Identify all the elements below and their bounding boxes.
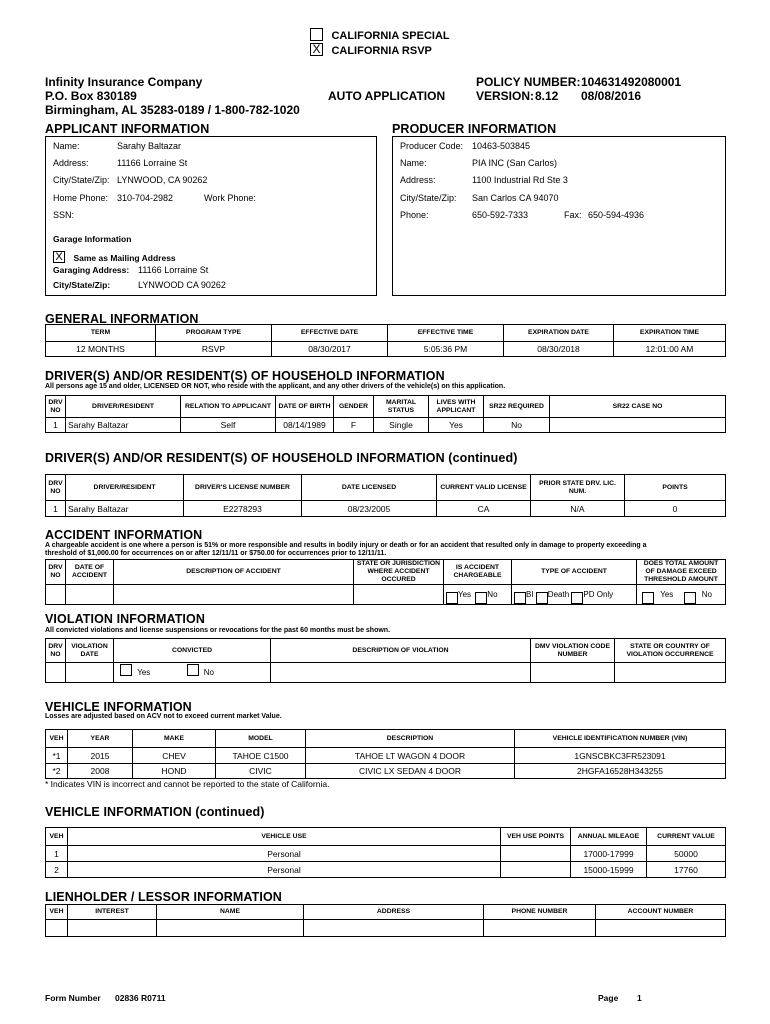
driver-sr22-case [550,418,726,433]
vehicle-1-make: CHEV [133,748,216,764]
accident-death-label: Death [547,589,570,599]
garaging-address-label: Garaging Address: [53,265,130,275]
vehicle-2-year: 2008 [68,764,133,779]
lienholder-interest [68,920,157,937]
form-number-label: Form Number [45,993,101,1003]
lienholder-header-phone: PHONE NUMBER [484,905,596,920]
driver-name: Sarahy Baltazar [66,418,181,433]
driver-lives: Yes [429,418,484,433]
version-value: 8.12 [535,89,559,103]
garage-heading: Garage Information [53,234,132,244]
producer-phone: 650-592-7333 [472,210,529,220]
producer-address: 1100 Industrial Rd Ste 3 [472,175,568,185]
vehicle-1-model: TAHOE C1500 [216,748,306,764]
company-address1: P.O. Box 830189 [45,89,137,103]
vehicle-cont-2-mileage: 15000-15999 [571,862,647,878]
driver-date-licensed: 08/23/2005 [302,501,437,517]
accident-state [354,585,444,605]
violation-dmv [531,663,615,683]
drivers-cont-header-valid: CURRENT VALID LICENSE [437,475,531,501]
violation-header-drv: DRV NO [46,639,66,663]
drivers-cont-table [45,474,726,517]
vehicle-2-desc: CIVIC LX SEDAN 4 DOOR [306,764,515,779]
table-row [46,663,726,683]
general-term: 12 MONTHS [46,342,156,357]
vehicle-cont-header-points: VEH USE POINTS [501,828,571,846]
violation-convicted-cell [114,663,271,683]
lienholder-header-name: NAME [157,905,304,920]
table-row [46,920,726,937]
violation-convicted-yes-checkbox[interactable] [120,664,132,676]
violation-drv [46,663,66,683]
vehicle-header-vin: VEHICLE IDENTIFICATION NUMBER (VIN) [515,730,726,748]
general-eff-time: 5:05:36 PM [388,342,504,357]
garage-csz-label: City/State/Zip: [53,280,111,290]
general-header-exp-date: EXPIRATION DATE [504,325,614,342]
lienholder-header-veh: VEH [46,905,68,920]
vehicle-cont-1-points [501,846,571,862]
general-heading: GENERAL INFORMATION [45,312,199,326]
violation-header-convicted: CONVICTED [114,639,271,663]
accident-threshold-no-label: No [701,589,712,599]
accident-chargeable-cell [444,585,512,605]
drivers-header-dob: DATE OF BIRTH [276,396,334,418]
producer-fax-label: Fax: [564,210,582,220]
applicant-csz-label: City/State/Zip: [53,175,110,185]
accident-threshold-yes-label: Yes [660,589,674,599]
home-phone-label: Home Phone: [53,193,109,203]
applicant-csz: LYNWOOD, CA 90262 [117,175,208,185]
vehicle-1-vin: 1GNSCBKC3FR523091 [515,748,726,764]
applicant-heading: APPLICANT INFORMATION [45,122,210,136]
drivers-table [45,395,726,433]
producer-phone-label: Phone: [400,210,429,220]
violation-header-date: VIOLATION DATE [66,639,114,663]
violation-note: All convicted violations and license suspensions or revocations for the past 60 months must be shown. [45,627,391,634]
table-row [46,418,726,433]
lienholder-table [45,904,726,937]
accident-header-chargeable: IS ACCIDENT CHARGEABLE [444,560,512,585]
accident-desc [114,585,354,605]
accident-header-drv: DRV NO [46,560,66,585]
garaging-address: 11166 Lorraine St [138,265,209,275]
vehicle-1-desc: TAHOE LT WAGON 4 DOOR [306,748,515,764]
driver-sr22: No [484,418,550,433]
drivers-header-sr22-case: SR22 CASE NO [550,396,726,418]
general-header-program: PROGRAM TYPE [156,325,272,342]
driver-dob: 08/14/1989 [276,418,334,433]
violation-desc [271,663,531,683]
same-as-mailing-option[interactable] [53,248,176,266]
vehicle-cont-table [45,827,726,878]
accident-header-threshold: DOES TOTAL AMOUNT OF DAMAGE EXCEED THRESHOLD AMOUNT [637,560,726,585]
vehicle-2-vin: 2HGFA16528H343255 [515,764,726,779]
accident-date [66,585,114,605]
company-address2: Birmingham, AL 35283-0189 / 1-800-782-1020 [45,103,300,117]
drivers-cont-header-drv: DRV NO [46,475,66,501]
lienholder-phone [484,920,596,937]
vehicle-cont-2-points [501,862,571,878]
vehicle-note: Losses are adjusted based on ACV not to exceed current market Value. [45,713,282,720]
same-as-mailing-checkbox[interactable]: X [53,251,65,263]
vehicle-1-veh: *1 [46,748,68,764]
producer-box [392,136,726,296]
lienholder-header-address: ADDRESS [304,905,484,920]
applicant-name-label: Name: [53,141,80,151]
driver-prior-license: N/A [531,501,625,517]
producer-fax: 650-594-4936 [588,210,645,220]
drivers-header-gender: GENDER [334,396,374,418]
general-program: RSVP [156,342,272,357]
vehicle-header-veh: VEH [46,730,68,748]
general-header-eff-time: EFFECTIVE TIME [388,325,504,342]
accident-chargeable-no-label: No [487,589,498,599]
vehicle-cont-header-mileage: ANNUAL MILEAGE [571,828,647,846]
table-row [46,342,726,357]
accident-threshold-cell [637,585,726,605]
table-row [46,862,726,878]
accident-chargeable-yes-checkbox[interactable] [446,592,458,604]
lienholder-header-interest: INTEREST [68,905,157,920]
violation-convicted-no-checkbox[interactable] [187,664,199,676]
policy-number-label: POLICY NUMBER: [476,75,581,89]
vehicle-cont-2-use: Personal [68,862,501,878]
applicant-name: Sarahy Baltazar [117,141,182,151]
drivers-cont-header-prior: PRIOR STATE DRV. LIC. NUM. [531,475,625,501]
accident-note-1: A chargeable accident is one where a person is 51% or more responsible and results in bodily injury or death or for an accident that resulted only in damage to property exceeding a [45,542,647,549]
vehicle-2-veh: *2 [46,764,68,779]
vehicle-heading: VEHICLE INFORMATION [45,700,192,714]
vehicle-2-model: CIVIC [216,764,306,779]
drivers-header-marital: MARITAL STATUS [374,396,429,418]
general-header-term: TERM [46,325,156,342]
drivers-header-drv: DRV NO [46,396,66,418]
accident-header-date: DATE OF ACCIDENT [66,560,114,585]
drivers-cont-heading: DRIVER(S) AND/OR RESIDENT(S) OF HOUSEHOLD INFORMATION (continued) [45,451,518,465]
applicant-address: 11166 Lorraine St [117,158,188,168]
driver-no: 1 [46,418,66,433]
table-row [46,748,726,764]
accident-bi-label: BI [526,589,534,599]
drivers-cont-header-points: POINTS [625,475,726,501]
accident-bi-checkbox[interactable] [514,592,526,604]
company-name: Infinity Insurance Company [45,75,203,89]
table-row [46,764,726,779]
california-rsvp-label: CALIFORNIA RSVP [331,45,432,57]
producer-name-label: Name: [400,158,427,168]
accident-table [45,559,726,605]
accident-chargeable-no-checkbox[interactable] [475,592,487,604]
vehicle-cont-header-veh: VEH [46,828,68,846]
violation-convicted-no-label: No [203,668,214,677]
producer-name: PIA INC (San Carlos) [472,158,558,168]
accident-threshold-yes-checkbox[interactable] [642,592,654,604]
driver-valid-license: CA [437,501,531,517]
driver-points: 0 [625,501,726,517]
lienholder-name [157,920,304,937]
application-title: AUTO APPLICATION [328,89,446,103]
vehicle-cont-heading: VEHICLE INFORMATION (continued) [45,805,265,819]
driver-license: E2278293 [184,501,302,517]
vehicle-cont-1-veh: 1 [46,846,68,862]
accident-heading: ACCIDENT INFORMATION [45,528,203,542]
violation-header-state: STATE OR COUNTRY OF VIOLATION OCCURRENCE [615,639,726,663]
violation-date [66,663,114,683]
lienholder-heading: LIENHOLDER / LESSOR INFORMATION [45,890,282,904]
table-row [46,585,726,605]
vehicle-footnote: * Indicates VIN is incorrect and cannot be reported to the state of California. [45,779,330,789]
vehicle-header-year: YEAR [68,730,133,748]
general-exp-date: 08/30/2018 [504,342,614,357]
vehicle-table [45,729,726,779]
policy-date: 08/08/2016 [581,89,642,103]
table-row [46,501,726,517]
page-number: 1 [637,993,642,1003]
version-label: VERSION: [476,89,535,103]
driver-cont-no: 1 [46,501,66,517]
violation-convicted-yes-label: Yes [137,668,151,677]
work-phone-label: Work Phone: [204,193,256,203]
drivers-cont-header-license: DRIVER'S LICENSE NUMBER [184,475,302,501]
garage-csz: LYNWOOD CA 90262 [138,280,226,290]
lienholder-account [596,920,726,937]
drivers-header-lives: LIVES WITH APPLICANT [429,396,484,418]
california-rsvp-option[interactable] [310,41,432,59]
accident-header-type: TYPE OF ACCIDENT [512,560,637,585]
accident-chargeable-yes-label: Yes [458,589,472,599]
drivers-cont-header-date: DATE LICENSED [302,475,437,501]
accident-threshold-no-checkbox[interactable] [684,592,696,604]
violation-header-dmv: DMV VIOLATION CODE NUMBER [531,639,615,663]
general-eff-date: 08/30/2017 [272,342,388,357]
vehicle-header-desc: DESCRIPTION [306,730,515,748]
vehicle-cont-1-mileage: 17000-17999 [571,846,647,862]
drivers-cont-header-name: DRIVER/RESIDENT [66,475,184,501]
drivers-heading: DRIVER(S) AND/OR RESIDENT(S) OF HOUSEHOLD INFORMATION [45,369,445,383]
accident-header-desc: DESCRIPTION OF ACCIDENT [114,560,354,585]
policy-number: 104631492080001 [581,75,682,89]
producer-csz: San Carlos CA 94070 [472,193,559,203]
drivers-header-sr22: SR22 REQUIRED [484,396,550,418]
vehicle-cont-1-use: Personal [68,846,501,862]
producer-code-label: Producer Code: [400,141,464,151]
lienholder-address [304,920,484,937]
drivers-header-name: DRIVER/RESIDENT [66,396,181,418]
same-as-mailing-label: Same as Mailing Address [73,253,176,263]
accident-type-cell [512,585,637,605]
vehicle-cont-1-value: 50000 [647,846,726,862]
driver-marital: Single [374,418,429,433]
accident-pd-only-checkbox[interactable] [571,592,583,604]
vehicle-header-model: MODEL [216,730,306,748]
accident-pd-only-label: PD Only [583,589,614,599]
driver-gender: F [334,418,374,433]
violation-state [615,663,726,683]
california-special-label: CALIFORNIA SPECIAL [331,30,450,42]
general-table [45,324,726,357]
producer-address-label: Address: [400,175,436,185]
california-special-checkbox[interactable] [310,28,323,41]
accident-death-checkbox[interactable] [536,592,548,604]
table-row [46,846,726,862]
vehicle-2-make: HOND [133,764,216,779]
drivers-header-relation: RELATION TO APPLICANT [181,396,276,418]
violation-table [45,638,726,683]
vehicle-cont-header-use: VEHICLE USE [68,828,501,846]
page-label: Page [598,993,619,1003]
accident-header-state: STATE OR JURISDICTION WHERE ACCIDENT OCCURED [354,560,444,585]
general-exp-time: 12:01:00 AM [614,342,726,357]
general-header-eff-date: EFFECTIVE DATE [272,325,388,342]
form-number: 02836 R0711 [115,993,166,1003]
violation-heading: VIOLATION INFORMATION [45,612,205,626]
vehicle-cont-2-value: 17760 [647,862,726,878]
lienholder-veh [46,920,68,937]
vehicle-cont-header-value: CURRENT VALUE [647,828,726,846]
violation-header-desc: DESCRIPTION OF VIOLATION [271,639,531,663]
ssn-label: SSN: [53,210,75,220]
accident-note-2: threshold of $1,000.00 for occurrences on or after 12/11/11 or $750.00 for occurrences prior to 12/11/11. [45,550,387,557]
drivers-note: All persons age 15 and older, LICENSED OR NOT, who reside with the applicant, and any other drivers of the vehicle(s) on this application. [45,383,506,390]
lienholder-header-account: ACCOUNT NUMBER [596,905,726,920]
vehicle-header-make: MAKE [133,730,216,748]
california-rsvp-checkbox[interactable]: X [310,43,323,56]
vehicle-1-year: 2015 [68,748,133,764]
driver-relation: Self [181,418,276,433]
producer-heading: PRODUCER INFORMATION [392,122,557,136]
driver-cont-name: Sarahy Baltazar [66,501,184,517]
home-phone: 310-704-2982 [117,193,174,203]
producer-csz-label: City/State/Zip: [400,193,457,203]
accident-drv [46,585,66,605]
general-header-exp-time: EXPIRATION TIME [614,325,726,342]
vehicle-cont-2-veh: 2 [46,862,68,878]
producer-code: 10463-503845 [472,141,531,151]
applicant-address-label: Address: [53,158,89,168]
